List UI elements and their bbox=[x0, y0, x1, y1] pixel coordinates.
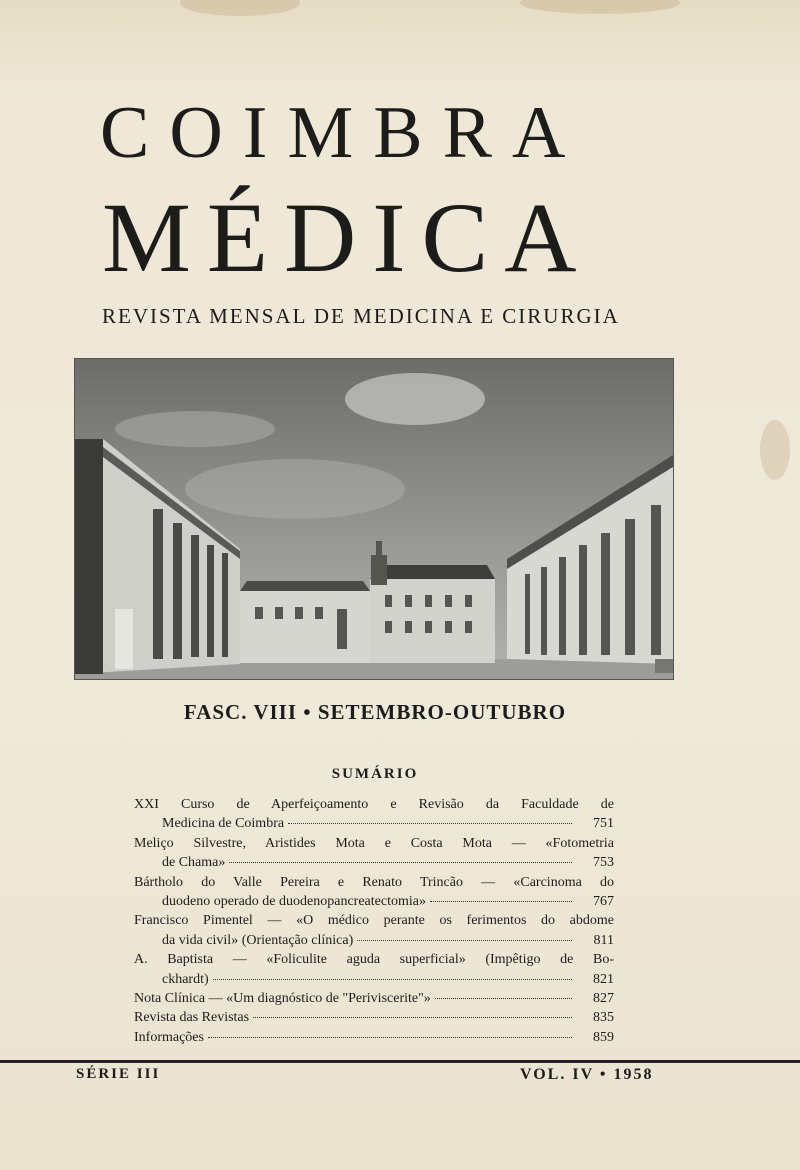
leader-dots bbox=[435, 997, 572, 999]
volume-year-label: VOL. IV • 1958 bbox=[520, 1066, 654, 1083]
leader-dots bbox=[430, 900, 572, 902]
toc-entry bbox=[134, 1028, 614, 1047]
footer-rule bbox=[0, 1060, 800, 1063]
toc-entry bbox=[134, 911, 614, 950]
toc-entry-page: 835 bbox=[593, 1010, 614, 1026]
series-label: SÉRIE III bbox=[76, 1066, 161, 1082]
toc-entry-page: 753 bbox=[593, 855, 614, 871]
leader-dots bbox=[213, 978, 572, 980]
masthead-title-medica: MÉDICA bbox=[102, 182, 593, 293]
toc-entry-title-cont: de Chama» bbox=[162, 855, 226, 871]
university-buildings-illustration bbox=[75, 359, 673, 679]
toc-entry-title: XXI Curso de Aperfeiçoamento e Revisão da Faculdade de bbox=[134, 797, 614, 812]
leader-dots bbox=[253, 1016, 572, 1018]
toc-entry-title: Meliço Silvestre, Aristides Mota e Costa Mota — «Fotometria bbox=[134, 835, 614, 851]
toc-entry-title: Informações bbox=[134, 1029, 204, 1045]
toc-entry-title: Revista das Revistas bbox=[134, 1010, 250, 1026]
toc-entry-page: 859 bbox=[593, 1029, 614, 1045]
masthead-title-coimbra: COIMBRA bbox=[100, 92, 586, 174]
toc-entry-page: 827 bbox=[593, 991, 614, 1007]
toc-entry-title-cont: ckhardt) bbox=[162, 971, 209, 987]
toc-entry bbox=[134, 795, 614, 834]
toc-entry bbox=[134, 834, 614, 873]
age-stain bbox=[520, 0, 680, 14]
toc-entry bbox=[134, 1008, 614, 1027]
toc-entry-page: 811 bbox=[593, 932, 614, 948]
leader-dots bbox=[288, 822, 572, 824]
leader-dots bbox=[208, 1036, 572, 1038]
leader-dots bbox=[229, 861, 572, 863]
leader-dots bbox=[357, 939, 572, 941]
toc-entry-title-cont: Medicina de Coimbra bbox=[162, 816, 285, 832]
age-stain bbox=[180, 0, 300, 16]
masthead-subtitle: REVISTA MENSAL DE MEDICINA E CIRURGIA bbox=[102, 304, 620, 328]
toc-entry-page: 821 bbox=[593, 971, 614, 987]
toc-entry-title: A. Baptista — «Foliculite aguda superficial» (Impêtigo de Bo- bbox=[134, 952, 614, 968]
issue-fascicle: FASC. VIII • SETEMBRO-OUTUBRO bbox=[183, 700, 567, 724]
age-stain bbox=[760, 420, 790, 480]
toc-entry bbox=[134, 950, 614, 989]
toc-entry-title-cont: duodeno operado de duodenopancreatectomia» bbox=[162, 894, 426, 910]
toc-entry bbox=[134, 873, 614, 912]
toc-entry-page: 751 bbox=[593, 816, 614, 832]
toc-entry-page: 767 bbox=[593, 894, 614, 910]
toc-entry-title-cont: da vida civil» (Orientação clínica) bbox=[162, 932, 354, 948]
toc-entry-title: Bártholo do Valle Pereira e Renato Trincão — «Carcinoma do bbox=[134, 874, 614, 890]
cover-photograph bbox=[74, 358, 674, 680]
summary-heading: SUMÁRIO bbox=[331, 766, 419, 782]
toc-entry-title: Francisco Pimentel — «O médico perante os ferimentos do abdome bbox=[134, 913, 614, 929]
table-of-contents bbox=[134, 795, 614, 1047]
toc-entry bbox=[134, 989, 614, 1008]
toc-entry-title: Nota Clínica — «Um diagnóstico de "Periviscerite"» bbox=[134, 991, 431, 1007]
